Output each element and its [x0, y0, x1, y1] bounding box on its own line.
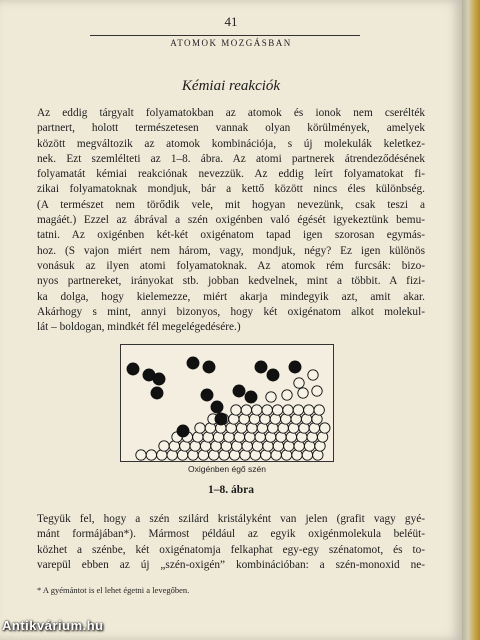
carbon-atom [314, 405, 324, 415]
oxygen-atom [211, 401, 223, 413]
carbon-atom [304, 405, 314, 415]
text-line: vonásuk az ilyen atomi folyamatoknak. Az atomok rém furcsák: bizo- [37, 259, 425, 272]
oxygen-atom [153, 373, 165, 385]
text-line: tatni. Az oxigénben két-két oxigénatom tapad igen szorosan egymás- [37, 229, 425, 242]
header-rule [90, 35, 360, 36]
oxygen-atom [201, 389, 213, 401]
carbon-atom [136, 450, 146, 460]
text-line: zikai folyamatoknak mondjuk, bár a kettő között nincs éles különbség. [37, 183, 425, 196]
oxygen-atom [245, 391, 257, 403]
text-line: magáét.) Ezzel az ábrával a szén oxigénben való égését igyekeztünk bemu- [37, 214, 425, 227]
carbon-atom [252, 405, 262, 415]
text-line: mánt formájában*). Mármost például az egyik oxigénmolekula beléüt- [37, 528, 425, 541]
oxygen-atom [151, 387, 163, 399]
oxygen-atom [215, 413, 227, 425]
carbon-atom [282, 390, 292, 400]
atom-illustration [121, 345, 333, 461]
figure-carbon-burning [120, 344, 334, 462]
carbon-atom [320, 423, 330, 433]
carbon-atom [195, 423, 205, 433]
carbon-atom [262, 405, 272, 415]
oxygen-atom [177, 425, 189, 437]
oxygen-atom [289, 361, 301, 373]
carbon-atom [266, 392, 276, 402]
oxygen-atom [203, 361, 215, 373]
watermark-logo: Antikvárium.hu [2, 618, 104, 633]
text-line: Az eddig tárgyalt folyamatokban az atomok és ionok nem cserélték [37, 107, 425, 119]
paragraph-2 [37, 512, 425, 573]
carbon-atom [308, 370, 318, 380]
text-line: partnert, holott természetesen vannak olyan körülmények, amelyek [37, 122, 425, 135]
carbon-atom [298, 388, 308, 398]
carbon-atom [283, 405, 293, 415]
page-edge [462, 0, 480, 640]
carbon-atom [241, 405, 251, 415]
oxygen-atom [233, 385, 245, 397]
carbon-atom [312, 386, 322, 396]
carbon-atom [293, 405, 303, 415]
text-line: nyos partnereket, irányokat stb. jobban kedvelnek, mint a többit. A fizi- [37, 275, 425, 288]
section-title: Kémiai reakciók [181, 78, 281, 94]
page-number: 41 [224, 14, 238, 29]
text-line: Akárhogy s mint, annyi bizonyos, hogy két oxigénatom alkot molekul- [37, 305, 425, 318]
oxygen-atom [127, 363, 139, 375]
running-header: ATOMOK MOZGÁSBAN [170, 38, 292, 48]
paragraph-1 [37, 106, 425, 335]
text-line: (A természet nem törődik vele, mit hogyan nevezünk, csak teszi a [37, 198, 425, 211]
carbon-atom [159, 441, 169, 451]
text-line: lát – boldogan, mindkét fél megelégedésére.) [37, 321, 241, 334]
carbon-atom [272, 405, 282, 415]
figure-label: 1–8. ábra [208, 484, 254, 496]
oxygen-atom [187, 357, 199, 369]
text-line: között megváltozik az atomok kombinációja, s új molekulák keletkez- [37, 137, 425, 150]
carbon-atom [146, 450, 156, 460]
carbon-atom [231, 405, 241, 415]
oxygen-atom [267, 369, 279, 381]
text-line: Tegyük fel, hogy a szén szilárd kristályként van jelen (grafit vagy gyé- [37, 513, 425, 525]
text-line: varepül ebben az új „szén-oxigén” kombinációban: a szén-monoxid ne- [37, 558, 425, 571]
oxygen-atom [255, 361, 267, 373]
text-line: hoz. (S vajon miért nem három, vagy, mondjuk, négy? Ez igen különös [37, 244, 425, 257]
figure-caption: Oxigénben égő szén [188, 464, 266, 474]
carbon-atom [294, 378, 304, 388]
text-line: ka dolga, hogy kielemezze, miért akarja mindegyik azt, amit akar. [37, 290, 425, 303]
footnote: * A gyémántot is el lehet égetni a levegőben. [37, 585, 190, 595]
text-line: folyamatát kémiai reakciónak nevezzük. Az eddig leírt folyamatokat fi- [37, 168, 425, 181]
text-line: nek. Ezt szemlélteti az 1–8. ábra. Az atomi partnerek átrendeződésének [37, 152, 425, 165]
text-line: közhet a szénbe, két oxigénatomja felkaphat egy-egy szénatomot, és to- [37, 543, 425, 556]
